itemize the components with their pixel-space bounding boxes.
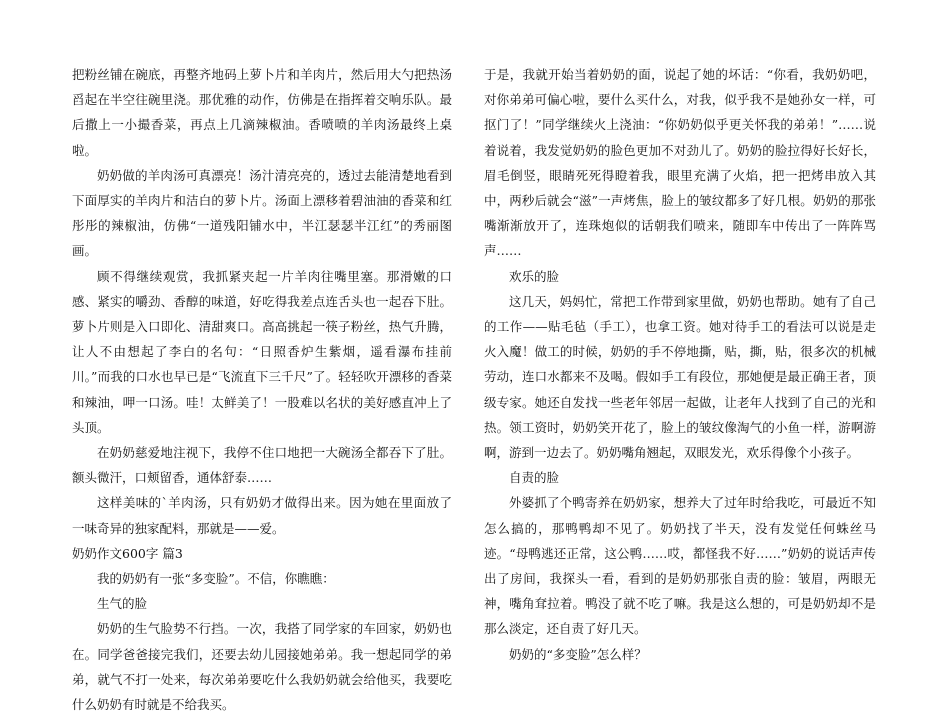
paragraph: 于是，我就开始当着奶奶的面，说起了她的坏话：“你看，我奶奶吧，对你弟弟可偏心啦，要什么买什么，对我，似乎我不是她孙女一样，可抠门了！”同学继续火上浇油：“你奶奶似乎更关怀我的弟弟！”……说着说着，我发觉奶奶的脸色更加不对劲儿了。奶奶的脸拉得好长好长，眉毛倒竖，眼睛死死得瞪着我，眼里充满了火焰，把一把烤串放入其中，两秒后就会“滋”一声烤焦，脸上的皱纹都多了好几根。奶奶的那张嘴渐渐放开了，连珠炮似的话朝我们喷来，随即车中传出了一阵阵骂声…… xyxy=(484,67,876,259)
right-text-column xyxy=(484,62,876,667)
subheading: 自责的脸 xyxy=(509,470,560,486)
paragraph: 我的奶奶有一张“多变脸”。不信，你瞧瞧： xyxy=(97,571,335,587)
subheading: 欢乐的脸 xyxy=(509,268,560,284)
paragraph: 顾不得继续观赏，我抓紧夹起一片羊肉往嘴里塞。那滑嫩的口感、紧实的嚼劲、香醇的味道，好吃得我差点连舌头也一起吞下肚。萝卜片则是入口即化、清甜爽口。高高挑起一筷子粉丝，热气升腾，让人不由想起了李白的名句：“日照香炉生紫烟，遥看瀑布挂前川。”而我的口水也早已是“飞流直下三千尺”了。轻轻吹开漂移的香菜和辣油，呷一口汤。哇！太鲜美了！一股难以名状的美好感直冲上了头顶。 xyxy=(72,268,452,435)
section-heading: 奶奶作文600字 篇3 xyxy=(72,545,183,561)
paragraph: 奶奶做的羊肉汤可真漂亮！汤汁清亮亮的，透过去能清楚地看到下面厚实的羊肉片和洁白的萝卜片。汤面上漂移着碧油油的香菜和红彤彤的辣椒油，仿佛“一道残阳铺水中，半江瑟瑟半江红”的秀丽图画。 xyxy=(72,167,452,259)
left-text-column xyxy=(72,62,452,717)
paragraph: 外婆抓了个鸭寄养在奶奶家，想养大了过年时给我吃，可最近不知怎么搞的，那鸭鸭却不见了。奶奶找了半天，没有发觉任何蛛丝马迹。“母鸭逃还正常，这公鸭……哎，都怪我不好……”奶奶的说话声传出了房间，我探头一看，看到的是奶奶那张自责的脸：皱眉，两眼无神，嘴角耷拉着。鸭没了就不吃了嘛。我是这么想的，可是奶奶却不是那么淡定，还自责了好几天。 xyxy=(484,495,876,637)
paragraph: 把粉丝铺在碗底，再整齐地码上萝卜片和羊肉片，然后用大勺把热汤舀起在半空往碗里浇。那优雅的动作，仿佛是在指挥着交响乐队。最后撒上一小撮香菜，再点上几滴辣椒油。香喷喷的羊肉汤最终上桌啦。 xyxy=(72,67,452,158)
paragraph: 奶奶的“多变脸”怎么样？ xyxy=(509,646,647,662)
paragraph: 这样美味的`羊肉汤，只有奶奶才做得出来。因为她在里面放了一味奇异的独家配料，那就是——爱。 xyxy=(72,495,452,536)
paragraph: 在奶奶慈爱地注视下，我停不住口地把一大碗汤全都吞下了肚。额头微汗，口颊留香，通体舒泰…… xyxy=(72,445,452,486)
paragraph: 奶奶的生气脸势不行挡。一次，我搭了同学家的车回家，奶奶也在。同学爸爸接完我们，还要去幼儿园接她弟弟。我一想起同学的弟弟，就气不打一处来，每次弟弟要吃什么我奶奶就会给他买，我要吃什么奶奶有时就是不给我买。 xyxy=(72,621,452,713)
subheading: 生气的脸 xyxy=(97,596,148,612)
paragraph: 这几天，妈妈忙，常把工作带到家里做，奶奶也帮助。她有了自己的工作——贴毛毡（手工），也拿工资。她对待手工的看法可以说是走火入魔！做工的时候，奶奶的手不停地撕，贴，撕，贴，很多次的机械劳动，连口水都来不及喝。假如手工有段位，那她便是最正确王者，顶级专家。她还自发找一些老年邻居一起做，让老年人找到了自己的光和热。领工资时，奶奶笑开花了，脸上的皱纹像淘气的小鱼一样，游啊游啊，游到一边去了。奶奶嘴角翘起，双眼发光，欢乐得像个小孩子。 xyxy=(484,293,876,461)
